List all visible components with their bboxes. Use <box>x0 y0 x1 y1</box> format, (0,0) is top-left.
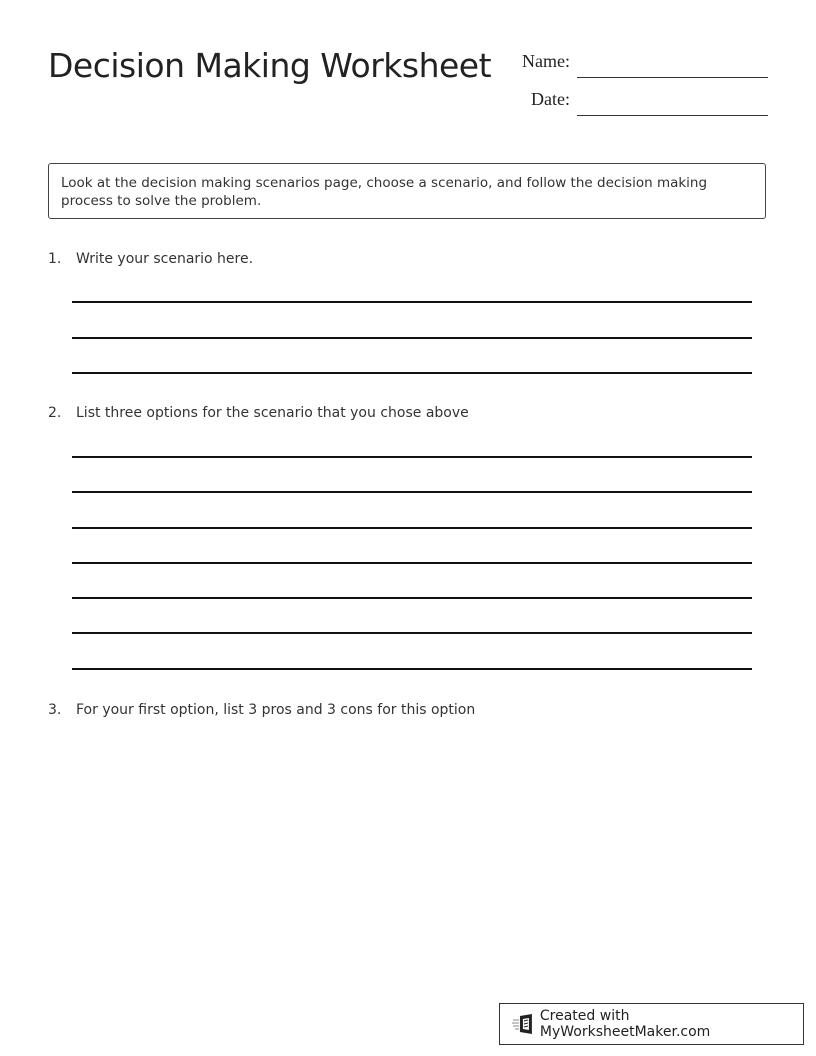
answer-line[interactable] <box>72 456 752 458</box>
answer-line[interactable] <box>72 527 752 529</box>
worksheet-maker-logo-icon <box>512 1014 534 1034</box>
question-number: 3. <box>48 702 62 718</box>
answer-line[interactable] <box>72 301 752 303</box>
answer-line[interactable] <box>72 372 752 374</box>
date-field[interactable] <box>500 86 768 116</box>
instructions-box: Look at the decision making scenarios page, choose a scenario, and follow the decision making process to solve the problem. <box>48 163 766 219</box>
answer-line[interactable] <box>72 668 752 670</box>
question-1 <box>48 251 253 267</box>
question-text: List three options for the scenario that you chose above <box>76 405 469 421</box>
answer-line[interactable] <box>72 632 752 634</box>
page-title: Decision Making Worksheet <box>48 46 492 85</box>
question-number: 1. <box>48 251 62 267</box>
answer-line[interactable] <box>72 337 752 339</box>
question-text: For your first option, list 3 pros and 3 cons for this option <box>76 702 476 718</box>
answer-line[interactable] <box>72 597 752 599</box>
question-2 <box>48 405 469 421</box>
date-input-line[interactable] <box>577 115 768 116</box>
name-label: Name: <box>522 51 570 71</box>
question-number: 2. <box>48 405 62 421</box>
question-text: Write your scenario here. <box>76 251 254 267</box>
answer-line[interactable] <box>72 491 752 493</box>
question-3 <box>48 702 475 718</box>
name-input-line[interactable] <box>577 77 768 78</box>
name-field[interactable] <box>500 48 768 78</box>
footer-text: Created with MyWorksheetMaker.com <box>539 1008 711 1040</box>
footer-credit <box>499 1003 804 1045</box>
answer-line[interactable] <box>72 562 752 564</box>
date-label: Date: <box>531 89 570 109</box>
